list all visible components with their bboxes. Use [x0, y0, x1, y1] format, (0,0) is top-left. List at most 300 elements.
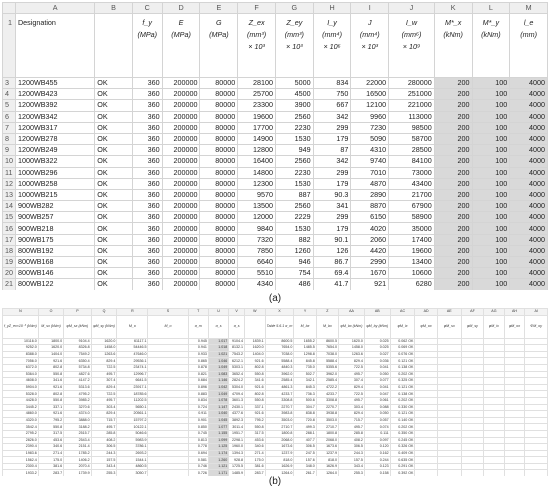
table-cell[interactable]: 4000 [510, 223, 548, 234]
table-cell[interactable]: 67900 [389, 201, 435, 212]
table-cell[interactable] [525, 444, 548, 451]
table-cell[interactable]: 255.3 [339, 470, 365, 476]
table-cell[interactable] [461, 424, 483, 431]
table-cell[interactable] [415, 351, 437, 358]
table-cell[interactable] [504, 364, 525, 371]
table-cell[interactable]: 360 [132, 133, 162, 144]
table-cell[interactable]: 2430.1 [229, 404, 245, 411]
header-cell[interactable]: φM_sx (kNm) [64, 315, 91, 338]
table-cell[interactable]: OK [95, 156, 133, 167]
header-cell[interactable] [200, 14, 238, 78]
table-cell[interactable] [148, 424, 188, 431]
column-header-ad[interactable]: AD [415, 309, 437, 316]
table-cell[interactable]: 1298.8 [294, 351, 316, 358]
table-cell[interactable]: 306.5 [294, 444, 316, 451]
table-cell[interactable] [437, 457, 461, 464]
table-cell[interactable]: 5304.0 [229, 384, 245, 391]
table-cell[interactable] [484, 470, 505, 476]
table-cell[interactable]: 200 [434, 167, 472, 178]
table-cell[interactable]: 5734.8 [64, 364, 91, 371]
table-cell[interactable]: 3542.4 [3, 424, 39, 431]
table-cell[interactable] [415, 364, 437, 371]
table-cell[interactable]: 100 [472, 133, 510, 144]
table-cell[interactable]: 3308.8 [316, 397, 338, 404]
row-header[interactable]: 19 [3, 257, 16, 268]
table-cell[interactable]: 0.111 [364, 430, 390, 437]
table-cell[interactable]: 0.244 [364, 457, 390, 464]
table-cell[interactable]: OK [95, 279, 133, 290]
table-cell[interactable] [437, 470, 461, 476]
table-cell[interactable] [525, 463, 548, 470]
table-cell[interactable]: 80000 [200, 223, 238, 234]
table-cell[interactable]: 69.4 [313, 268, 351, 279]
table-cell[interactable]: 1.099 [208, 437, 228, 444]
table-cell[interactable] [437, 364, 461, 371]
table-cell[interactable]: 4500 [275, 89, 313, 100]
row-header[interactable]: 4 [3, 89, 16, 100]
table-cell[interactable]: 829.4 [339, 411, 365, 418]
table-cell[interactable]: 722.5 [339, 364, 365, 371]
table-cell[interactable] [461, 437, 483, 444]
table-cell[interactable]: 2585.4 [316, 378, 338, 385]
table-cell[interactable]: 946 [275, 257, 313, 268]
row-header[interactable]: 20 [3, 268, 16, 279]
column-header-ah[interactable]: AH [504, 309, 525, 316]
table-cell[interactable]: 80000 [200, 122, 238, 133]
table-cell[interactable]: 0.941 [188, 345, 208, 352]
table-cell[interactable]: 22000 [351, 78, 389, 89]
table-cell[interactable]: 200000 [162, 189, 200, 200]
table-cell[interactable]: 1.147 [208, 404, 228, 411]
table-cell[interactable]: 21700 [389, 189, 435, 200]
table-cell[interactable]: 2560 [275, 111, 313, 122]
table-cell[interactable]: 200000 [162, 201, 200, 212]
table-cell[interactable]: 1260 [275, 245, 313, 256]
table-cell[interactable]: 11202.5 [117, 397, 148, 404]
row-header[interactable]: 8 [3, 133, 16, 144]
table-cell[interactable] [484, 424, 505, 431]
column-header-q[interactable]: Q [91, 309, 117, 316]
table-cell[interactable]: 200 [434, 133, 472, 144]
table-cell[interactable]: 4722.2 [316, 384, 338, 391]
table-cell[interactable]: 722.5 [91, 391, 117, 398]
table-cell[interactable]: 7056.0 [3, 358, 39, 365]
table-cell[interactable] [148, 463, 188, 470]
table-cell[interactable]: 8132.1 [229, 345, 245, 352]
row-header[interactable]: 17 [3, 234, 16, 245]
table-cell[interactable] [504, 470, 525, 476]
table-cell[interactable] [415, 358, 437, 365]
table-cell[interactable]: 0.041 [364, 384, 390, 391]
table-cell[interactable]: 6640 [238, 257, 276, 268]
table-cell[interactable]: 1983.6 [3, 450, 39, 457]
table-cell[interactable]: 244.3 [91, 450, 117, 457]
table-cell[interactable]: 1200WB249 [15, 145, 94, 156]
table-cell[interactable]: 0.911 [188, 411, 208, 418]
table-cell[interactable]: 317.5 [38, 430, 63, 437]
table-cell[interactable]: 80000 [200, 133, 238, 144]
table-cell[interactable]: 14800 [238, 167, 276, 178]
table-cell[interactable]: 2515.7 [64, 430, 91, 437]
table-cell[interactable] [484, 371, 505, 378]
table-cell[interactable]: 2990 [351, 257, 389, 268]
table-cell[interactable] [461, 457, 483, 464]
table-cell[interactable]: 307.4 [339, 378, 365, 385]
table-cell[interactable] [415, 470, 437, 476]
table-cell[interactable]: 0.865 [188, 358, 208, 365]
table-cell[interactable]: 80000 [200, 111, 238, 122]
table-cell[interactable]: 9104.4 [64, 338, 91, 345]
table-cell[interactable] [484, 463, 505, 470]
table-cell[interactable] [525, 391, 548, 398]
table-cell[interactable]: 317.5 [244, 430, 265, 437]
table-cell[interactable]: 8870 [351, 201, 389, 212]
table-cell[interactable]: 2298.1 [229, 437, 245, 444]
table-cell[interactable]: 736.3 [294, 391, 316, 398]
table-cell[interactable] [437, 411, 461, 418]
table-cell[interactable]: 7543.2 [229, 351, 245, 358]
table-cell[interactable] [484, 397, 505, 404]
table-cell[interactable]: 0.635 OK [390, 457, 415, 464]
table-cell[interactable]: 1933.2 [3, 470, 39, 476]
table-cell[interactable]: 80000 [200, 145, 238, 156]
table-cell[interactable]: 2826.0 [3, 437, 39, 444]
table-cell[interactable]: 6212.1 [229, 358, 245, 365]
table-cell[interactable]: 271.4 [38, 450, 63, 457]
table-cell[interactable]: 1739.9 [64, 470, 91, 476]
table-cell[interactable]: 4000 [510, 257, 548, 268]
table-cell[interactable] [525, 430, 548, 437]
table-cell[interactable]: 829.4 [339, 384, 365, 391]
row-header[interactable]: 11 [3, 167, 16, 178]
header-cell[interactable] [434, 14, 472, 78]
table-cell[interactable] [504, 463, 525, 470]
table-cell[interactable] [437, 397, 461, 404]
table-cell[interactable]: 834 [313, 78, 351, 89]
table-cell[interactable]: 2270.7 [265, 404, 294, 411]
column-header-af[interactable]: AF [461, 309, 483, 316]
table-cell[interactable]: 0.350 OK [390, 430, 415, 437]
table-cell[interactable] [504, 417, 525, 424]
table-cell[interactable]: 2300.4 [3, 463, 39, 470]
table-cell[interactable]: 0.202 OK [390, 397, 415, 404]
table-cell[interactable] [504, 411, 525, 418]
table-cell[interactable]: 251000 [389, 89, 435, 100]
table-cell[interactable]: 800WB192 [15, 245, 94, 256]
table-cell[interactable]: 200000 [162, 245, 200, 256]
table-cell[interactable] [484, 457, 505, 464]
table-cell[interactable]: 342.1 [294, 378, 316, 385]
table-cell[interactable]: 343.4 [339, 463, 365, 470]
table-cell[interactable]: 200 [434, 145, 472, 156]
table-cell[interactable] [461, 391, 483, 398]
table-cell[interactable]: 800WB146 [15, 268, 94, 279]
table-cell[interactable]: 9104.4 [229, 338, 245, 345]
table-cell[interactable]: 0.778 [188, 444, 208, 451]
table-cell[interactable]: 5588.4 [316, 358, 338, 365]
column-header-o[interactable]: O [38, 309, 63, 316]
table-cell[interactable]: 800WB168 [15, 257, 94, 268]
table-cell[interactable]: 0.057 [364, 417, 390, 424]
table-cell[interactable]: 98500 [389, 122, 435, 133]
table-cell[interactable]: 0.050 [364, 411, 390, 418]
table-cell[interactable] [415, 404, 437, 411]
table-cell[interactable]: 2560 [275, 156, 313, 167]
header-cell[interactable]: φM_by (kNm) [364, 315, 390, 338]
table-cell[interactable]: 0.202 OK [390, 371, 415, 378]
table-cell[interactable]: 4000 [510, 201, 548, 212]
table-cell[interactable]: 0.121 OK [390, 358, 415, 365]
table-cell[interactable]: 4310 [351, 145, 389, 156]
table-cell[interactable]: 921.6 [38, 411, 63, 418]
table-cell[interactable]: 303.4 [339, 404, 365, 411]
table-cell[interactable] [525, 397, 548, 404]
column-header-l[interactable]: L [472, 3, 510, 14]
table-cell[interactable]: 5983.9 [117, 437, 148, 444]
header-cell[interactable]: α_m [188, 315, 208, 338]
table-cell[interactable]: 100 [472, 234, 510, 245]
table-cell[interactable]: 3270.6 [64, 404, 91, 411]
table-cell[interactable] [148, 437, 188, 444]
table-cell[interactable]: 3985.2 [64, 397, 91, 404]
table-cell[interactable]: 340.6 [244, 444, 265, 451]
table-cell[interactable] [148, 358, 188, 365]
table-cell[interactable]: 299 [313, 167, 351, 178]
table-cell[interactable]: 7654.0 [265, 345, 294, 352]
table-cell[interactable]: 80000 [200, 245, 238, 256]
table-cell[interactable]: 360 [132, 78, 162, 89]
table-cell[interactable] [437, 417, 461, 424]
table-cell[interactable]: 360 [132, 89, 162, 100]
header-cell[interactable]: f_yZ_ex×10⁻³ (kNm) [3, 315, 39, 338]
table-cell[interactable] [437, 430, 461, 437]
table-cell[interactable]: 100 [472, 122, 510, 133]
table-cell[interactable]: 921.6 [38, 384, 63, 391]
table-cell[interactable] [525, 470, 548, 476]
table-cell[interactable]: 4840.3 [265, 364, 294, 371]
table-cell[interactable]: 280000 [389, 78, 435, 89]
table-cell[interactable]: 28500 [389, 145, 435, 156]
table-cell[interactable]: 348.0 [294, 463, 316, 470]
table-cell[interactable]: 829.4 [339, 358, 365, 365]
table-cell[interactable]: 845.3 [294, 384, 316, 391]
table-cell[interactable]: 306.5 [339, 444, 365, 451]
table-cell[interactable] [461, 397, 483, 404]
table-cell[interactable]: 80000 [200, 201, 238, 212]
table-cell[interactable]: 2070.4 [64, 463, 91, 470]
table-cell[interactable]: 1.017 [208, 338, 228, 345]
table-cell[interactable] [415, 424, 437, 431]
table-cell[interactable]: 80000 [200, 156, 238, 167]
column-header-a[interactable]: A [15, 3, 94, 14]
table-cell[interactable] [484, 364, 505, 371]
table-cell[interactable]: 80000 [200, 100, 238, 111]
table-cell[interactable] [415, 384, 437, 391]
table-cell[interactable]: 0.138 OK [390, 364, 415, 371]
table-cell[interactable] [525, 371, 548, 378]
table-cell[interactable]: 100 [472, 100, 510, 111]
table-cell[interactable]: 179 [313, 133, 351, 144]
table-cell[interactable]: 1000WB296 [15, 167, 94, 178]
table-cell[interactable] [148, 345, 188, 352]
table-cell[interactable]: 1620.0 [244, 345, 265, 352]
table-cell[interactable]: 4000 [510, 279, 548, 290]
table-cell[interactable]: 341.6 [244, 378, 265, 385]
table-cell[interactable]: 80000 [200, 234, 238, 245]
table-cell[interactable]: 100 [472, 212, 510, 223]
table-cell[interactable]: 4000 [510, 268, 548, 279]
header-cell[interactable] [389, 14, 435, 78]
table-cell[interactable]: 84100 [389, 156, 435, 167]
table-cell[interactable] [437, 404, 461, 411]
table-cell[interactable]: 15797.2 [117, 417, 148, 424]
table-cell[interactable]: 2390.4 [3, 444, 39, 451]
column-header-b[interactable]: B [95, 3, 133, 14]
column-header-c[interactable]: C [132, 3, 162, 14]
table-cell[interactable]: 0.834 [188, 397, 208, 404]
table-cell[interactable]: 8326.8 [64, 345, 91, 352]
table-cell[interactable] [461, 371, 483, 378]
table-cell[interactable]: 829.4 [91, 384, 117, 391]
row-header[interactable]: 5 [3, 100, 16, 111]
table-cell[interactable] [461, 417, 483, 424]
table-cell[interactable]: 4827.6 [64, 371, 91, 378]
header-cell[interactable]: φM_sx [437, 315, 461, 338]
table-cell[interactable]: 86.7 [313, 257, 351, 268]
table-cell[interactable]: 2270.7 [316, 404, 338, 411]
table-cell[interactable] [504, 397, 525, 404]
table-cell[interactable]: 80000 [200, 78, 238, 89]
table-cell[interactable] [437, 450, 461, 457]
column-header-e[interactable]: E [200, 3, 238, 14]
table-cell[interactable]: 47646.0 [117, 351, 148, 358]
table-cell[interactable]: 3900 [275, 100, 313, 111]
table-cell[interactable]: 495.7 [91, 371, 117, 378]
table-cell[interactable]: 16400 [238, 156, 276, 167]
table-cell[interactable]: 16500 [351, 89, 389, 100]
table-cell[interactable]: 5328.0 [3, 391, 39, 398]
column-header-y[interactable]: Y [294, 309, 316, 316]
table-cell[interactable]: 61117.1 [117, 338, 148, 345]
table-cell[interactable]: 381.6 [244, 463, 265, 470]
table-cell[interactable]: 17400 [389, 234, 435, 245]
table-cell[interactable]: 20561.1 [117, 411, 148, 418]
table-cell[interactable]: 337.1 [38, 404, 63, 411]
table-cell[interactable]: 0.138 OK [390, 391, 415, 398]
table-cell[interactable]: 90.3 [313, 189, 351, 200]
table-cell[interactable]: 200000 [162, 145, 200, 156]
table-cell[interactable]: 80000 [200, 167, 238, 178]
table-cell[interactable]: 200000 [162, 78, 200, 89]
table-cell[interactable]: 200000 [162, 279, 200, 290]
table-cell[interactable]: 58900 [389, 212, 435, 223]
table-cell[interactable] [437, 384, 461, 391]
header-cell[interactable]: φM_ox [415, 315, 437, 338]
table-cell[interactable]: 754 [275, 268, 313, 279]
table-cell[interactable]: 0.202 OK [390, 424, 415, 431]
table-cell[interactable]: 157.5 [339, 457, 365, 464]
table-cell[interactable]: 2710.7 [265, 424, 294, 431]
table-cell[interactable]: 304.7 [294, 404, 316, 411]
table-cell[interactable]: 200 [434, 100, 472, 111]
table-cell[interactable]: 14900 [238, 133, 276, 144]
table-cell[interactable]: OK [95, 212, 133, 223]
column-header-u[interactable]: U [208, 309, 228, 316]
row-header[interactable]: 15 [3, 212, 16, 223]
table-cell[interactable] [415, 411, 437, 418]
table-cell[interactable]: 1.078 [208, 397, 228, 404]
table-cell[interactable]: 360 [132, 234, 162, 245]
table-cell[interactable]: 715.7 [91, 417, 117, 424]
table-cell[interactable]: 1960.0 [229, 444, 245, 451]
table-cell[interactable]: 4000 [510, 89, 548, 100]
row-header[interactable]: 21 [3, 279, 16, 290]
table-cell[interactable]: 6280 [389, 279, 435, 290]
header-cell[interactable] [313, 14, 351, 78]
table-cell[interactable]: 0.061 [364, 397, 390, 404]
table-cell[interactable]: 0.409 OK [390, 450, 415, 457]
table-cell[interactable] [525, 424, 548, 431]
table-cell[interactable]: 1673.6 [316, 444, 338, 451]
header-cell[interactable]: M_o [148, 315, 188, 338]
table-cell[interactable]: 1237.9 [316, 450, 338, 457]
table-cell[interactable]: 4000 [510, 145, 548, 156]
table-cell[interactable]: 2151.4 [64, 444, 91, 451]
table-cell[interactable] [484, 378, 505, 385]
table-cell[interactable] [437, 358, 461, 365]
table-cell[interactable]: 360 [132, 167, 162, 178]
table-cell[interactable]: 340.6 [38, 444, 63, 451]
table-cell[interactable]: 900WB218 [15, 223, 94, 234]
table-cell[interactable]: 722.5 [339, 391, 365, 398]
table-cell[interactable]: 5588.4 [265, 358, 294, 365]
table-cell[interactable]: 80000 [200, 189, 238, 200]
table-cell[interactable]: 306.5 [91, 444, 117, 451]
header-cell[interactable]: φM_ix [484, 315, 505, 338]
table-cell[interactable]: 1800.8 [265, 430, 294, 437]
table-cell[interactable]: 28100 [238, 78, 276, 89]
table-cell[interactable] [461, 430, 483, 437]
table-cell[interactable] [415, 437, 437, 444]
table-cell[interactable]: 1200WB342 [15, 111, 94, 122]
table-cell[interactable]: 200 [434, 89, 472, 100]
table-cell[interactable]: 3601.3 [229, 397, 245, 404]
table-cell[interactable] [484, 437, 505, 444]
table-cell[interactable]: 157.6 [294, 457, 316, 464]
table-cell[interactable]: 882 [275, 234, 313, 245]
table-cell[interactable]: 495.7 [339, 397, 365, 404]
table-cell[interactable] [525, 358, 548, 365]
table-cell[interactable] [415, 457, 437, 464]
table-cell[interactable]: 4861.3 [265, 384, 294, 391]
column-header-ac[interactable]: AC [390, 309, 415, 316]
table-cell[interactable]: 900WB282 [15, 201, 94, 212]
table-cell[interactable]: 495.7 [91, 397, 117, 404]
table-cell[interactable]: 1530 [275, 178, 313, 189]
table-cell[interactable]: 175.0 [38, 457, 63, 464]
table-cell[interactable]: OK [95, 245, 133, 256]
table-cell[interactable]: 1.040 [208, 411, 228, 418]
column-header-ag[interactable]: AG [484, 309, 505, 316]
column-header-ai[interactable]: AI [525, 309, 548, 316]
table-cell[interactable] [504, 371, 525, 378]
table-cell[interactable]: 2890 [351, 189, 389, 200]
table-cell[interactable]: 1.146 [208, 378, 228, 385]
table-cell[interactable]: 0.088 [364, 404, 390, 411]
table-cell[interactable]: OK [95, 234, 133, 245]
table-cell[interactable] [148, 351, 188, 358]
table-cell[interactable]: 829.4 [91, 411, 117, 418]
